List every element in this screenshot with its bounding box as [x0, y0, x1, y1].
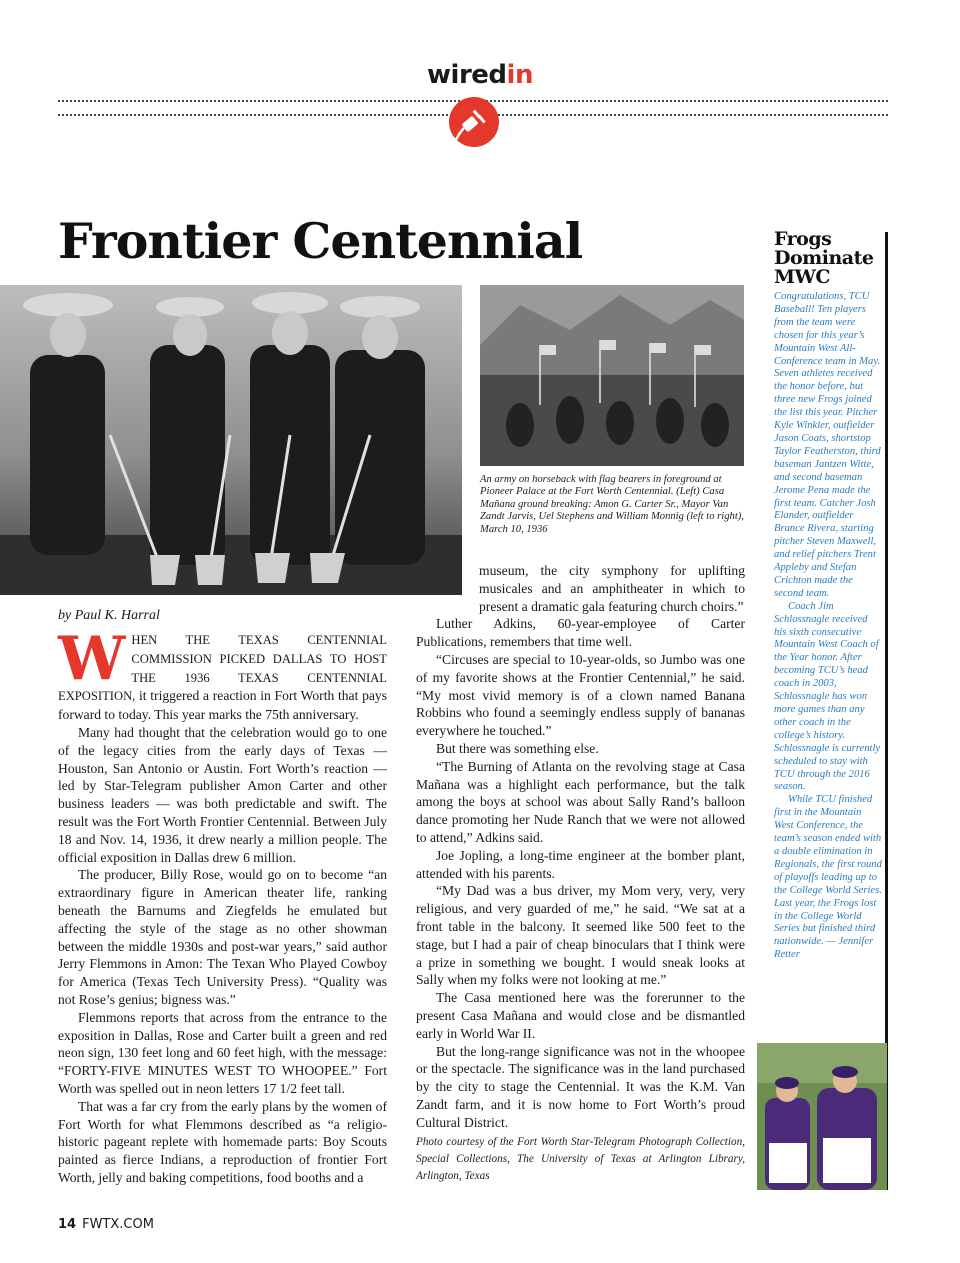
paragraph: The Casa mentioned here was the forerunner to the present Casa Mañana and would close and be dismantled early in World War II. [416, 990, 745, 1041]
article-title: Frontier Centennial [58, 212, 583, 270]
paragraph: Joe Jopling, a long-time engineer at the bomber plant, attended with his parents. [416, 847, 745, 881]
plug-logo-icon [449, 97, 499, 147]
page-number: 14 [58, 1217, 77, 1232]
paragraph: Many had thought that the celebration would go to one of the legacy cities from the early days of Texas — Houston, San Antonio or Austin. Fort Worth’s reaction — led by Star-Telegram publisher Amon Carter and other business leaders — was both predictable and swift. The result was the Fort Worth Frontier Centennial. Between July 18 and Nov. 14, 1936, it drew nearly a million people. The official exposition in Dallas drew 6 million. [58, 724, 387, 865]
sidebar [768, 230, 888, 962]
baseball-players-photo [757, 1043, 887, 1190]
sidebar-body [774, 291, 882, 962]
paragraph: That was a far cry from the early plans by the women of Fort Worth for what Flemmons described as “a religio-historic pageant replete with homemade parts: Boy Scouts painted as fierce Indians, a reproduction of frontier Fort Worth, jelly and baking competitions, food booths and a [58, 1098, 387, 1185]
sidebar-paragraph: Coach Jim Schlossnagle received his sixth consecutive Mountain West Coach of the Year honor. After becoming TCU’s head coach in 2003, Schlossnagle has won more games than any other coach in the college’s history. Schlossnagle is currently scheduled to stay with TCU through the 2016 season. [774, 600, 881, 793]
byline: by Paul K. Harral [58, 608, 160, 623]
photo-caption: An army on horseback with flag bearers in foreground at Pioneer Palace at the Fort Worth Centennial. (Left) Casa Mañana ground breaking: Amon G. Carter Sr., Mayor Van Zandt Jarvis, Uel Stephens and William Monnig (left to right), March 10, 1936 [480, 474, 744, 535]
paragraph: “The Burning of Atlanta on the revolving stage at Casa Mañana was a highlight each performance, but the talk among the boys at school was about Sally Rand’s balloon dance promoting her Nude Ranch that we were not allowed to attend,” Adkins said. [416, 758, 745, 845]
continued-paragraph: museum, the city symphony for uplifting musicales and an amphitheater in which to present a dramatic gala featuring church choirs.” [479, 563, 745, 614]
horseback-army-photo [480, 285, 744, 466]
sidebar-paragraph: While TCU finished first in the Mountain West Conference, the team’s season ended with a double elimination in Regionals, the first round of playoffs leading up to the College World Series. Last year, the Frogs lost in the College World Series but finished third nationwide. — Jennifer Retter [774, 794, 882, 961]
article-column-1 [58, 624, 387, 1187]
sidebar-title-line: Frogs [774, 228, 832, 250]
drop-cap: W [58, 624, 126, 694]
paragraph: Flemmons reports that across from the entrance to the exposition in Dallas, Rose and Carter built a green and red neon sign, 130 feet long and 60 feet high, with the message: “FORTY-FIVE MINUTES WEST TO WHOOPEE.” Fort Worth was spelled out in neon letters 17 1/2 feet tall. [58, 1009, 387, 1096]
sidebar-title [774, 230, 888, 287]
section-header [0, 60, 960, 90]
paragraph: But there was something else. [436, 740, 599, 756]
paragraph: The producer, Billy Rose, would go on to become “an extraordinary figure in American theater life, ranking beneath the Barnums and Ziegfelds he emulated but affecting the style of the stage as no other showman between the middle 1930s and post-war years,” said author Jerry Flemmons in Amon: The Texan Who Played Cowboy for America (Texas Tech University Press). “Quality was not Rose’s genius; bigness was.” [58, 867, 387, 1007]
ground-breaking-photo [0, 285, 462, 595]
sidebar-title-line: Dominate [774, 247, 874, 269]
section-word-in: in [506, 60, 533, 90]
sidebar-paragraph: Congratulations, TCU Baseball! Ten players from the team were chosen for this year’s Mountain West All-Conference team in May. Seven athletes received the honor before, but three new Frogs joined the list this year. Pitcher Kyle Winkler, outfielder Jason Coats, shortstop Taylor Featherston, third baseman Jantzen Witte, and second baseman Jerome Pena made the first team. Catcher Josh Elander, outfielder Brance Rivera, starting pitcher Steven Maxwell, and relief pitchers Trent Appleby and Stefan Crichton made the second team. [774, 291, 881, 599]
sidebar-title-line: MWC [774, 266, 830, 288]
section-word-wired: wired [427, 60, 507, 90]
article-column-2 [416, 562, 745, 1185]
paragraph: But the long-range significance was not in the whoopee or the spectacle. The significance was in the land purchased by the city to stage the Centennial. It was the K.M. Van Zandt farm, and it is now home to Fort Worth’s proud Cultural District. [416, 1043, 745, 1130]
lead-paragraph [58, 624, 387, 724]
paragraph: “Circuses are special to 10-year-olds, so Jumbo was one of my favorite shows at the Frontier Centennial,” he said. “My most vivid memory is of a clown named Banana Robbins who found a seemingly endless supply of bananas everywhere he touched.” [416, 651, 745, 739]
page-footer [58, 1217, 154, 1232]
site-name: FWTX.COM [82, 1217, 154, 1232]
paragraph: “My Dad was a bus driver, my Mom very, very, very religious, and very guarded of me,” he said. “We sat at a front table in the balcony. It seemed like 500 feet to the stage, but I had a pair of cheap binoculars that I think were a prize in something we bought. I would sneak looks at Sally when my folks were not looking at me.” [416, 883, 745, 988]
photo-credit: Photo courtesy of the Fort Worth Star-Telegram Photograph Collection, Special Collections, The University of Texas at Arlington Library, Arlington, Texas [416, 1135, 745, 1182]
lead-rest: it triggered a reaction in Fort Worth that pays forward to today. This year marks the 75th anniversary. [58, 688, 387, 723]
paragraph: Luther Adkins, 60-year-employee of Carter Publications, remembers that time well. [416, 616, 745, 650]
lead-caps: HEN THE TEXAS CENTENNIAL COMMISSION PICKED DALLAS TO HOST THE 1936 TEXAS CENTENNIAL EXPOSITION, [58, 633, 387, 704]
